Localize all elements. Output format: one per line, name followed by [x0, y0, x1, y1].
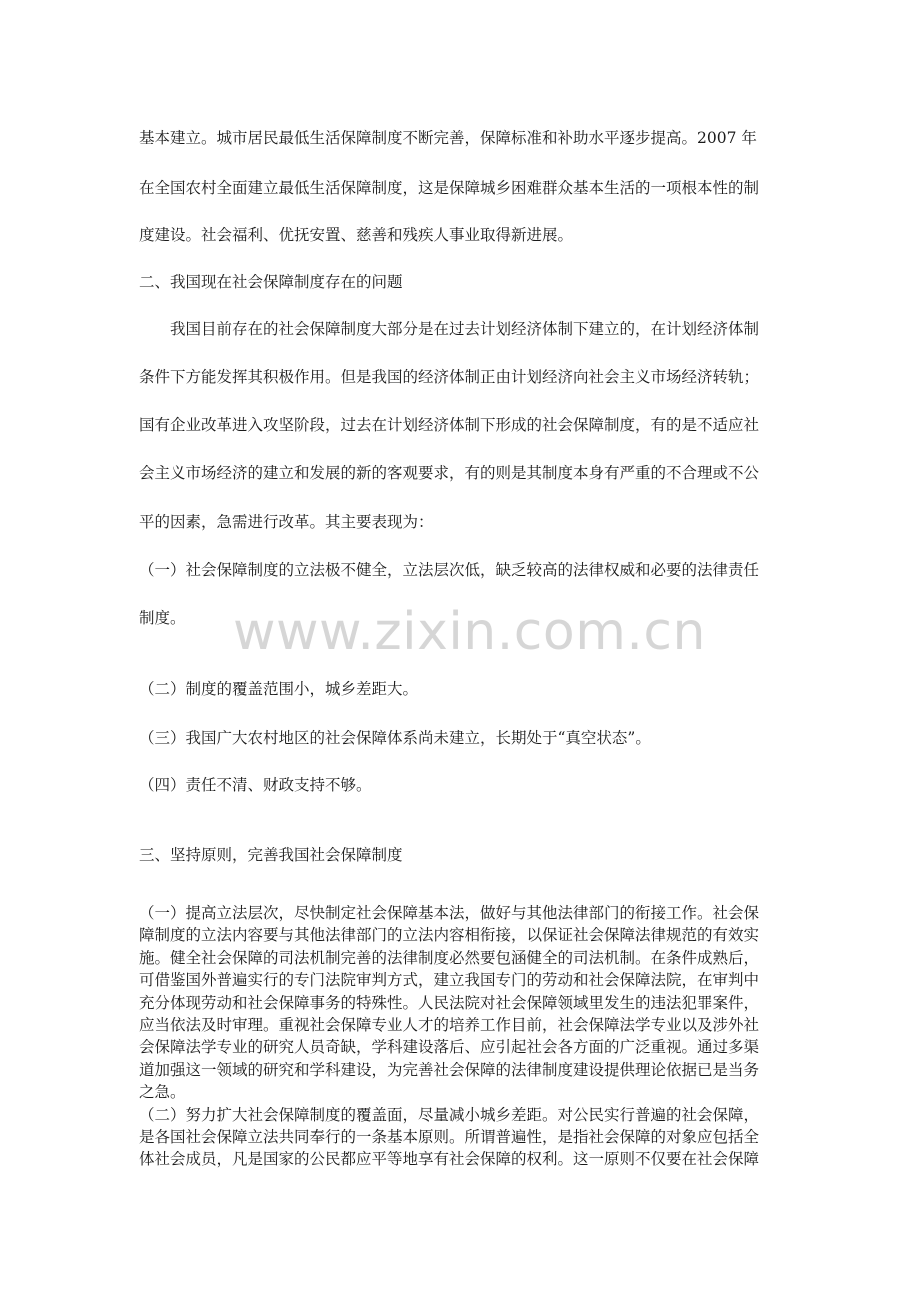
section-heading: 二、我国现在社会保障制度存在的问题 [139, 273, 403, 291]
problem-item-4: （四）责任不清、财政支持不够。 [139, 776, 372, 794]
text-line: （一）提高立法层次，尽快制定社会保障基本法，做好与其他法律部门的衔接工作。社会保 [139, 904, 760, 922]
text-line: 基本建立。城市居民最低生活保障制度不断完善，保障标准和补助水平逐步提高。2007 年 [139, 129, 757, 147]
text-line: 可借鉴国外普遍实行的专门法院审判方式，建立我国专门的劳动和社会保障法院，在审判中 [139, 971, 760, 990]
text-line: （一）社会保障制度的立法极不健全，立法层次低，缺乏较高的法律权威和必要的法律责任 [139, 561, 760, 579]
text-line: 制度。 [139, 609, 186, 627]
text-line: 在全国农村全面建立最低生活保障制度，这是保障城乡困难群众基本生活的一项根本性的制 [139, 179, 760, 197]
text-line: 充分体现劳动和社会保障事务的特殊性。人民法院对社会保障领域里发生的违法犯罪案件， [139, 993, 760, 1012]
text-line: 度建设。社会福利、优抚安置、慈善和残疾人事业取得新进展。 [139, 226, 574, 244]
text-line: 道加强这一领域的研究和学科建设，为完善社会保障的法律制度建设提供理论依据已是当务 [139, 1060, 760, 1079]
problem-item-2: （二）制度的覆盖范围小，城乡差距大。 [139, 680, 419, 698]
text-line: 施。健全社会保障的司法机制完善的法律制度必然要包涵健全的司法机制。在条件成熟后， [139, 948, 760, 967]
text-line: 我国目前存在的社会保障制度大部分是在过去计划经济体制下建立的，在计划经济体制 [170, 320, 760, 338]
text-line: （二）努力扩大社会保障制度的覆盖面，尽量减小城乡差距。对公民实行普遍的社会保障， [139, 1105, 760, 1124]
text-line: 会主义市场经济的建立和发展的新的客观要求，有的则是其制度本身有严重的不合理或不公 [139, 464, 760, 482]
text-line: 平的因素，急需进行改革。其主要表现为： [139, 513, 434, 531]
section3-body [139, 902, 799, 1171]
text-line: 会保障法学专业的研究人员奇缺，学科建设落后、应引起社会各方面的广泛重视。通过多渠 [139, 1038, 760, 1057]
text-line: 是各国社会保障立法共同奉行的一条基本原则。所谓普遍性，是指社会保障的对象应包括全 [139, 1127, 760, 1146]
text-line: 之急。 [139, 1083, 186, 1102]
section-heading: 三、坚持原则，完善我国社会保障制度 [139, 846, 403, 864]
text-line: 障制度的立法内容要与其他法律部门的立法内容相衔接，以保证社会保障法律规范的有效实 [139, 926, 760, 945]
problem-item-3: （三）我国广大农村地区的社会保障体系尚未建立，长期处于“真空状态”。 [139, 729, 651, 747]
text-line: 条件下方能发挥其积极作用。但是我国的经济体制正由计划经济向社会主义市场经济转轨； [139, 368, 760, 386]
text-line: 体社会成员，凡是国家的公民都应平等地享有社会保障的权利。这一原则不仅要在社会保障 [139, 1150, 760, 1169]
text-line: 应当依法及时审理。重视社会保障专业人才的培养工作目前，社会保障法学专业以及涉外社 [139, 1015, 760, 1034]
watermark: www.zixin.com.cn [233, 602, 706, 662]
text-line: 国有企业改革进入攻坚阶段，过去在计划经济体制下形成的社会保障制度，有的是不适应社 [139, 416, 760, 434]
